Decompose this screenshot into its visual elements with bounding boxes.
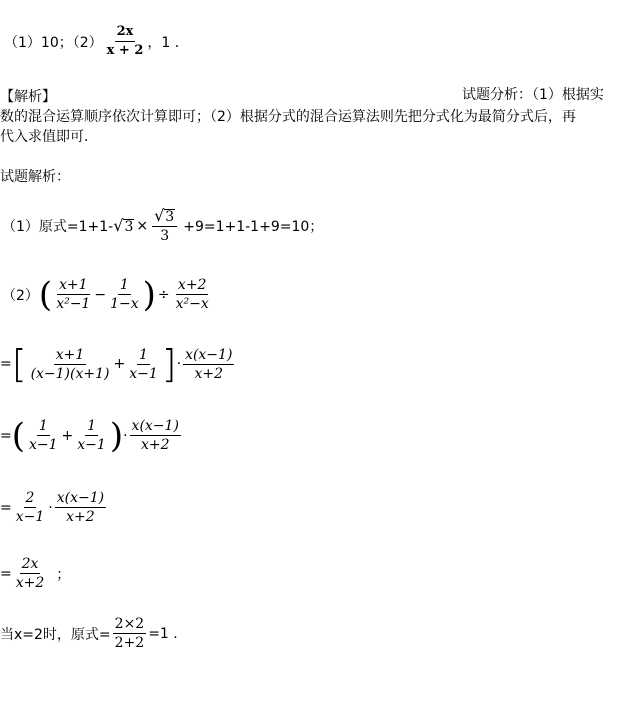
step2-lead: （2）	[2, 287, 39, 304]
step5-eq: =	[0, 499, 12, 516]
left-paren: (	[11, 415, 25, 456]
step4-f1-num: 1	[38, 418, 48, 434]
step4	[0, 415, 183, 456]
answer-frac-num: 2x	[115, 24, 136, 42]
step6-f-den: x+2	[15, 575, 45, 591]
step6-eq: =	[0, 565, 12, 582]
step5-f1-den: x−1	[15, 509, 45, 525]
answer-frac-den: x + 2	[106, 43, 144, 58]
step3	[0, 342, 236, 386]
step5	[0, 490, 108, 525]
step3-frac1	[29, 347, 112, 382]
step3-plus: +	[113, 356, 126, 372]
step5-dot: ·	[48, 499, 53, 516]
analysis-line2: 数的混合运算顺序依次计算即可；（2）根据分式的混合运算法则先把分式化为最简分式后，再	[0, 109, 576, 125]
step5-f2-num: x(x−1)	[56, 490, 105, 506]
step6-tail: ；	[56, 566, 71, 583]
step3-frac2	[127, 347, 160, 382]
step2	[2, 274, 213, 315]
step4-eq: =	[0, 427, 12, 444]
step4-plus: +	[61, 427, 74, 444]
analysis-label: 【解析】	[0, 89, 56, 105]
step6	[0, 556, 70, 591]
step1-frac-num: 3	[165, 209, 175, 225]
step6-f-num: 2x	[21, 556, 39, 572]
right-bracket: ]	[161, 342, 177, 386]
step2-frac3	[174, 277, 211, 312]
step7-tail: =1 .	[148, 625, 178, 642]
step5-frac2	[55, 490, 106, 525]
right-paren: )	[142, 274, 156, 315]
step7-f-num: 2×2	[114, 616, 145, 632]
step1-fraction: √ 3 3	[152, 208, 177, 244]
step2-f2-num: 1	[119, 277, 129, 293]
answer-part1: （1）10；（2）	[4, 34, 103, 51]
analysis-line3: 代入求值即可.	[0, 129, 89, 145]
step7-f-den: 2+2	[114, 635, 145, 651]
step2-frac1	[54, 277, 92, 312]
step2-div: ÷	[157, 286, 170, 303]
answer-tail: ，1 ．	[147, 34, 189, 51]
left-paren: (	[38, 274, 53, 315]
answer-line	[4, 24, 189, 59]
step4-f3-num: x(x−1)	[131, 418, 179, 434]
step1-tail: +9=1+1-1+9=10；	[183, 219, 324, 235]
step1-sqrt-arg: 3	[124, 218, 134, 235]
step7	[0, 616, 178, 651]
step1-lead: （1）原式=1+1-	[2, 219, 114, 235]
step2-frac2	[108, 277, 141, 312]
step1-frac-den: 3	[160, 228, 170, 244]
step3-f3-num: x(x−1)	[185, 346, 233, 363]
step3-f1-num: x+1	[55, 346, 85, 363]
step4-frac3	[130, 418, 181, 453]
step2-f3-num: x+2	[177, 277, 207, 293]
step5-frac1	[14, 490, 47, 525]
step2-minus: −	[94, 286, 107, 303]
step3-f3-den: x+2	[194, 365, 223, 382]
step2-f1-den: x²−1	[56, 296, 91, 312]
step1-sqrt: √ 3	[113, 215, 134, 235]
step2-f2-den: 1−x	[110, 296, 139, 312]
step4-frac2	[75, 418, 108, 453]
left-bracket: [	[11, 342, 27, 386]
step6-frac	[14, 556, 47, 591]
step4-dot: ·	[123, 427, 128, 444]
solution-label: 试题解析：	[0, 169, 70, 185]
step1	[2, 208, 323, 244]
step5-f1-num: 2	[25, 490, 35, 506]
step4-f3-den: x+2	[140, 437, 170, 453]
step2-f1-num: x+1	[58, 277, 88, 293]
analysis-head: 试题分析：（1）根据实	[462, 87, 604, 103]
step1-times: ×	[136, 218, 149, 234]
step3-dot: ·	[176, 356, 182, 372]
step4-f2-den: x−1	[77, 437, 106, 453]
step3-eq: =	[0, 356, 12, 372]
step2-f3-den: x²−x	[175, 296, 209, 312]
step7-lead: 当x=2时，原式=	[0, 626, 111, 643]
step3-f1-den: (x−1)(x+1)	[30, 365, 110, 382]
step3-frac3	[183, 347, 234, 382]
step4-frac1	[27, 418, 60, 453]
step4-f1-den: x−1	[29, 437, 58, 453]
step5-f2-den: x+2	[66, 509, 95, 525]
step3-f2-den: x−1	[129, 365, 158, 382]
step3-f2-num: 1	[139, 346, 148, 363]
step4-f2-num: 1	[87, 418, 97, 434]
step7-frac	[113, 616, 147, 651]
right-paren: )	[109, 415, 124, 456]
answer-fraction	[105, 24, 146, 59]
